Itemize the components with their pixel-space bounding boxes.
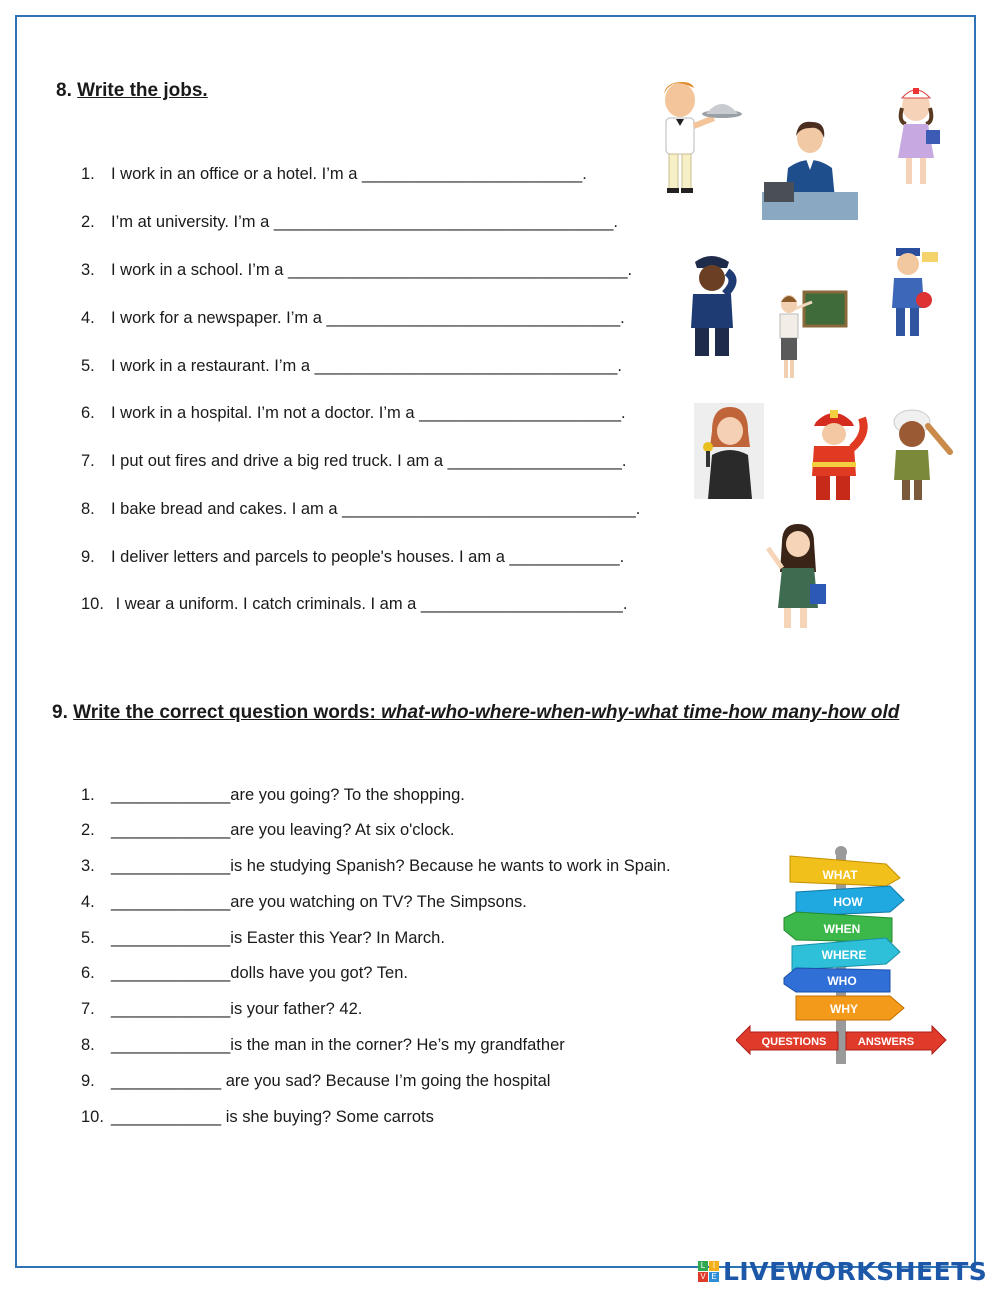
sign-who: WHO xyxy=(827,974,857,988)
sign-when: WHEN xyxy=(823,922,861,936)
sign-where: WHERE xyxy=(821,948,867,962)
question-item-10[interactable]: 10. ____________ is she buying? Some carrots xyxy=(81,1108,434,1126)
question-item-2[interactable]: 2. _____________are you leaving? At six o'clock. xyxy=(81,821,455,839)
job-item-6[interactable]: 6. I work in a hospital. I’m not a doctor. I’m a ______________________. xyxy=(81,404,626,422)
nurse-icon xyxy=(888,84,946,190)
question-signpost-icon xyxy=(736,846,948,1068)
sign-what: WHAT xyxy=(822,868,858,882)
job-item-8[interactable]: 8. I bake bread and cakes. I am a ________________________________. xyxy=(81,500,641,518)
section-8-number: 8. xyxy=(56,80,72,101)
sign-questions: QUESTIONS xyxy=(761,1036,827,1048)
question-item-9[interactable]: 9. ____________ are you sad? Because I’m going the hospital xyxy=(81,1072,551,1090)
section-9-number: 9. xyxy=(52,702,68,723)
question-item-6[interactable]: 6. _____________dolls have you got? Ten. xyxy=(81,964,408,982)
logo-blocks-icon: L I V E xyxy=(698,1261,719,1282)
reporter-icon xyxy=(694,403,764,499)
teacher-icon xyxy=(776,290,848,382)
section-9-heading xyxy=(52,702,899,724)
baker-icon xyxy=(888,406,954,504)
section-8-heading xyxy=(56,80,208,102)
job-item-5[interactable]: 5. I work in a restaurant. I’m a _________________________________. xyxy=(81,357,622,375)
student-icon xyxy=(764,522,832,634)
question-item-1[interactable]: 1. _____________are you going? To the shopping. xyxy=(81,786,465,804)
job-item-10[interactable]: 10. I wear a uniform. I catch criminals. I am a ______________________. xyxy=(81,595,628,613)
question-item-4[interactable]: 4. _____________are you watching on TV? The Simpsons. xyxy=(81,893,527,911)
question-item-7[interactable]: 7. _____________is your father? 42. xyxy=(81,1000,363,1018)
postman-icon xyxy=(886,244,944,340)
police-officer-icon xyxy=(683,250,741,360)
liveworksheets-logo[interactable] xyxy=(698,1257,987,1285)
job-item-2[interactable]: 2. I’m at university. I’m a _____________________________________. xyxy=(81,213,619,231)
job-item-7[interactable]: 7. I put out fires and drive a big red truck. I am a ___________________. xyxy=(81,452,627,470)
receptionist-icon xyxy=(758,118,862,224)
job-item-1[interactable]: 1. I work in an office or a hotel. I’m a ________________________. xyxy=(81,165,587,183)
sign-why: WHY xyxy=(830,1002,858,1016)
question-item-3[interactable]: 3. _____________is he studying Spanish? Because he wants to work in Spain. xyxy=(81,857,671,875)
logo-text: LIVEWORKSHEETS xyxy=(723,1256,988,1286)
job-item-4[interactable]: 4. I work for a newspaper. I’m a ________________________________. xyxy=(81,309,625,327)
section-9-title: Write the correct question words: xyxy=(73,702,382,723)
firefighter-icon xyxy=(804,404,872,504)
question-item-5[interactable]: 5. _____________is Easter this Year? In March. xyxy=(81,929,445,947)
sign-answers: ANSWERS xyxy=(857,1036,915,1048)
job-item-3[interactable]: 3. I work in a school. I’m a _____________________________________. xyxy=(81,261,633,279)
question-item-8[interactable]: 8. _____________is the man in the corner? He’s my grandfather xyxy=(81,1036,565,1054)
waiter-icon xyxy=(652,78,744,196)
job-item-9[interactable]: 9. I deliver letters and parcels to people's houses. I am a ____________. xyxy=(81,548,625,566)
sign-how: HOW xyxy=(833,895,863,909)
section-9-question-words: what-who-where-when-why-what time-how many-how old xyxy=(381,702,900,723)
section-8-title: Write the jobs. xyxy=(77,80,208,101)
